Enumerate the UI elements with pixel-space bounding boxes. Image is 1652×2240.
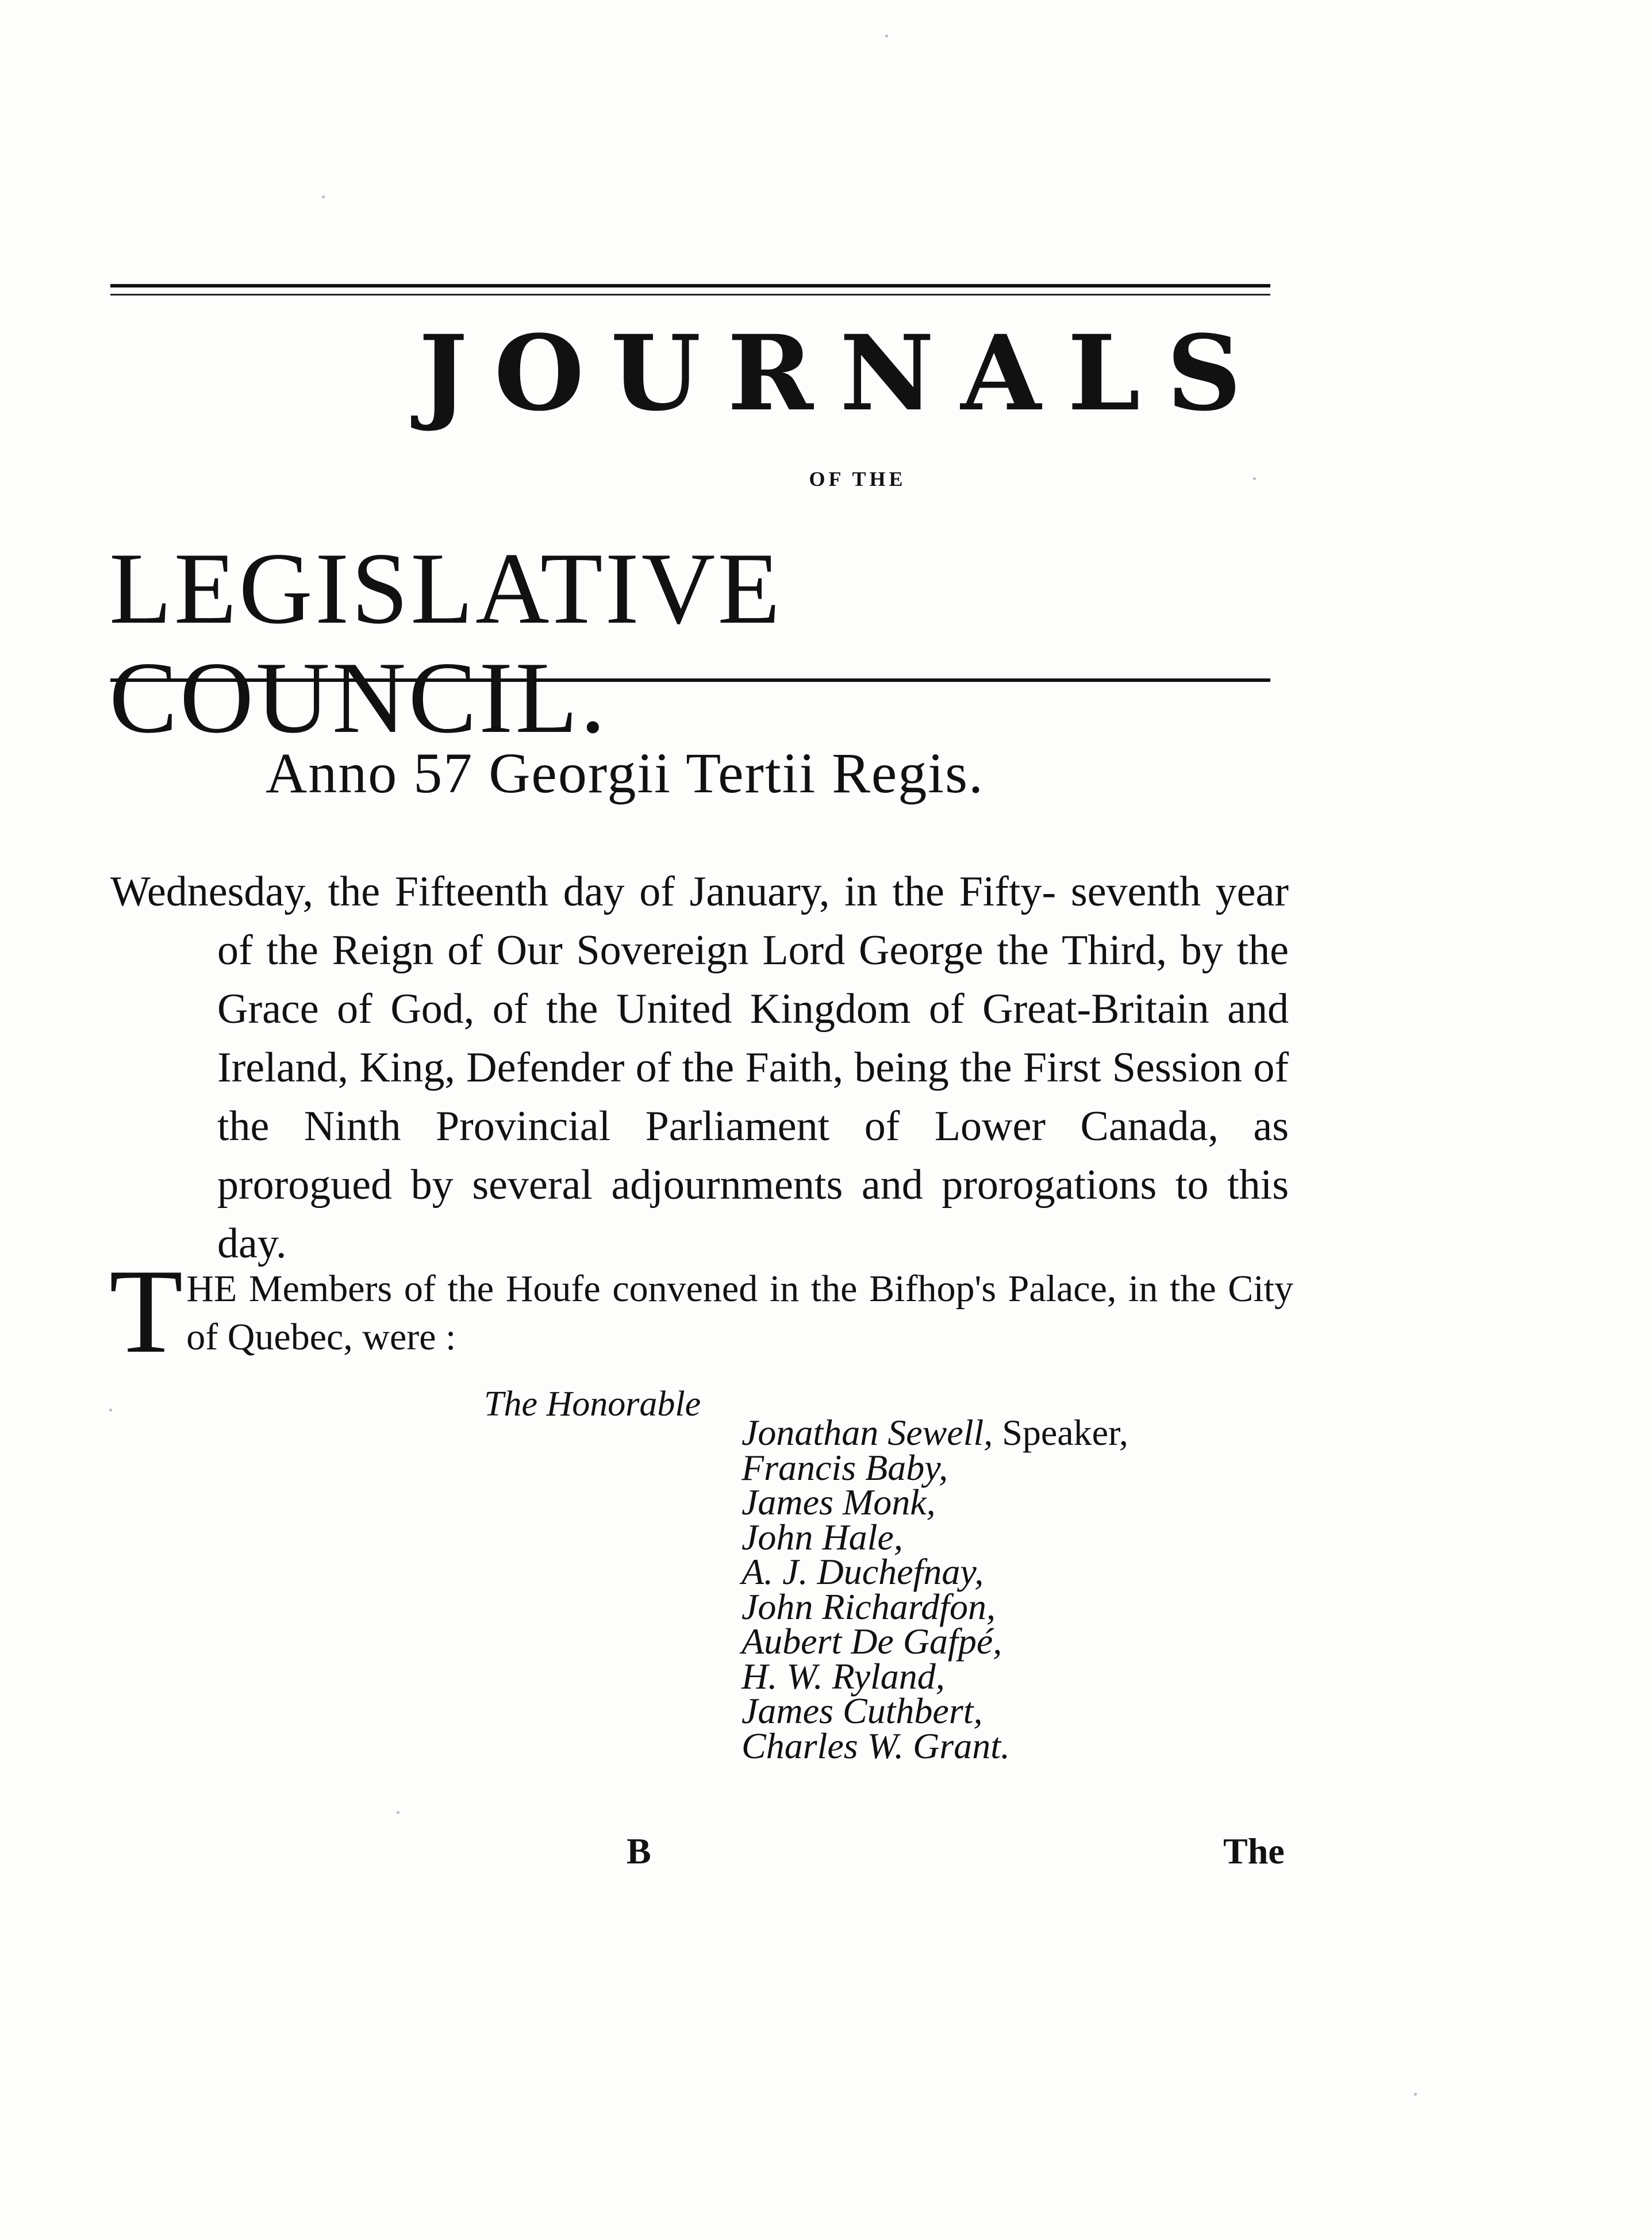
scan-speck [885,34,888,37]
honorable-label: The Honorable [484,1384,701,1424]
signature-mark: B [627,1831,651,1871]
member-list [742,1412,1293,1766]
scan-speck [397,1811,399,1814]
list-item [742,1482,1293,1522]
list-item [742,1725,1293,1766]
member-name: H. W. Ryland, [742,1655,945,1697]
page-subtitle: LEGISLATIVE COUNCIL. [109,531,783,754]
member-name: A. J. Duchefnay, [742,1551,984,1592]
members-intro-text: HE Members of the Houfe convened in the Bifhop's Palace, in the City of Quebec, were : [186,1268,1293,1358]
list-item [742,1690,1293,1731]
member-name: Charles W. Grant. [742,1725,1011,1766]
members-intro-paragraph [109,1245,1293,1378]
list-item [742,1655,1293,1697]
list-item [742,1412,1293,1453]
member-name: John Hale, [742,1516,903,1558]
member-name: Jonathan Sewell, [742,1412,993,1453]
scan-speck [1414,2093,1417,2096]
member-name: John Richardfon, [742,1586,996,1627]
page-title: JOURNALS [418,313,1268,434]
drop-cap: T [109,1245,183,1378]
session-date-first-line: Wednesday, the Fifteenth day of January, in the Fifty- [110,868,1056,915]
scan-speck [322,195,325,198]
catchword: The [1223,1831,1285,1871]
member-title: Speaker, [1002,1412,1128,1453]
list-item [742,1447,1293,1488]
list-item [742,1586,1293,1627]
list-item [742,1551,1293,1592]
session-date-rest: seventh year of the Reign of Our Sovereign Lord George the Third, by the Grace of God, of the United Kingdom of Great-Britain and Ireland, King, Defender of the Faith, being the First Session of the Ninth Provincial Parliament of Lower Canada, as prorogued by several adjournments and prorogations to this day. [217,868,1289,1267]
member-name: Aubert De Gafpé, [742,1621,1002,1662]
member-name: James Cuthbert, [742,1690,983,1731]
scan-speck [109,1409,112,1411]
member-name: James Monk, [742,1482,936,1522]
list-item [742,1516,1293,1558]
top-double-rule [110,284,1270,296]
regnal-year-heading: Anno 57 Georgii Tertii Regis. [266,741,984,805]
title-connector: OF THE [809,467,906,490]
member-name: Francis Baby, [742,1447,948,1488]
session-date-paragraph [110,862,1289,1273]
list-item [742,1621,1293,1662]
title-rule [110,678,1270,682]
